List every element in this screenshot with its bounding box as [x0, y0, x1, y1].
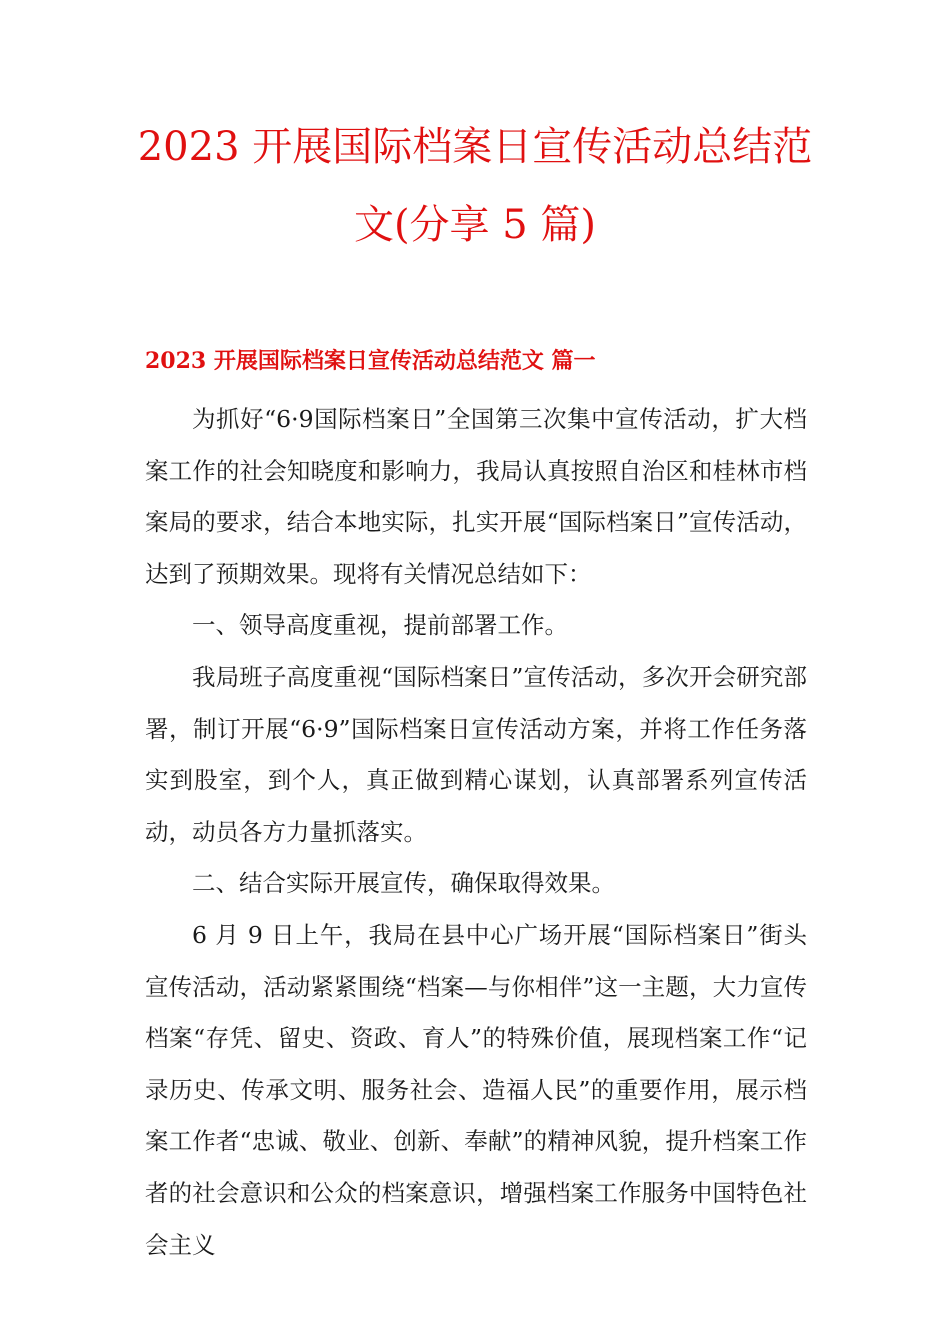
paragraph-intro: 为抓好“6·9国际档案日”全国第三次集中宣传活动，扩大档案工作的社会知晓度和影响力，我局认真按照自治区和桂林市档案局的要求，结合本地实际，扎实开展“国际档案日”宣传活动，达到了预期效果。现将有关情况总结如下： [145, 405, 807, 588]
paragraph-street-campaign: 6 月 9 日上午，我局在县中心广场开展“国际档案日”街头宣传活动，活动紧紧围绕“档案—与你相伴”这一主题，大力宣传档案“存凭、留史、资政、育人”的特殊价值，展现档案工作“记录历史、传承文明、服务社会、造福人民”的重要作用，展示档案工作者“忠诚、敬业、创新、奉献”的精神风貌，提升档案工作者的社会意识和公众的档案意识，增强档案工作服务中国特色社会主义 [145, 920, 807, 1259]
document-title-line-2: 文(分享 5 篇) [353, 202, 597, 248]
document-body [145, 394, 807, 1271]
paragraph-leadership: 我局班子高度重视“国际档案日”宣传活动，多次开会研究部署，制订开展“6·9”国际档案日宣传活动方案，并将工作任务落实到股室，到个人，真正做到精心谋划，认真部署系列宣传活动，动员各方力量抓落实。 [145, 662, 807, 846]
document-title-line-1: 2023 开展国际档案日宣传活动总结范 [137, 124, 813, 170]
paragraph-heading-one: 一、领导高度重视，提前部署工作。 [192, 611, 568, 640]
section-heading: 2023 开展国际档案日宣传活动总结范文 篇一 [145, 348, 596, 374]
paragraph-heading-two: 二、结合实际开展宣传，确保取得效果。 [192, 869, 615, 898]
